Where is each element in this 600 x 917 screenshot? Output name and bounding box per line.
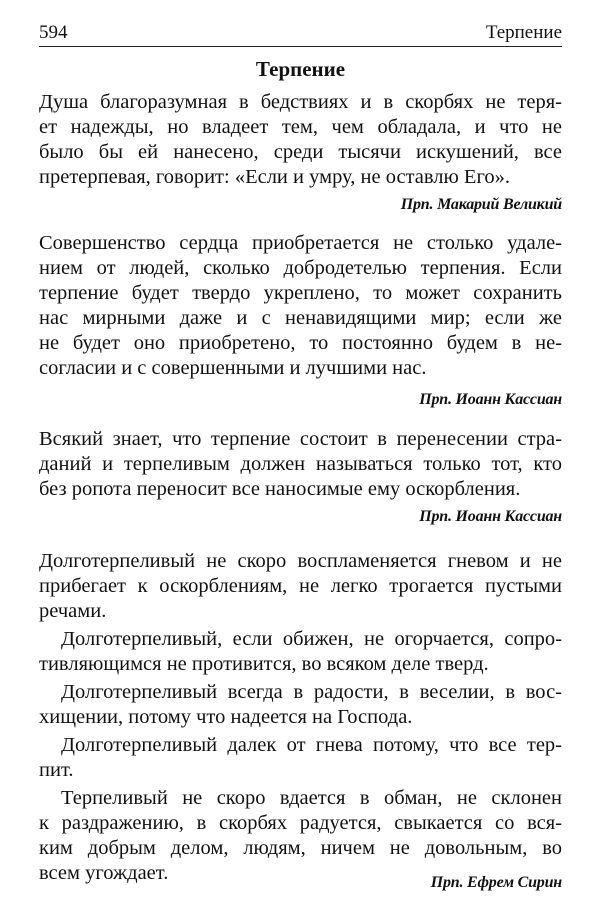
text-line: тивляющимся не противится, во всяком деле тверд.: [39, 653, 489, 675]
text-line: Долготерпеливый, если обижен, не огорчается, сопро-: [61, 628, 562, 650]
text-line: хищении, потому что надеется на Господа.: [39, 706, 413, 728]
quote-block: [39, 549, 562, 894]
quote-attribution: Прп. Иоанн Кассиан: [419, 508, 562, 525]
text-line: Долготерпеливый далек от гнева потому, что все тер-: [61, 734, 562, 756]
quote-attribution: Прп. Макарий Великий: [400, 196, 562, 213]
text-line: Долготерпеливый всегда в радости, в веселии, в вос-: [61, 681, 562, 703]
text-line: ким добрым делом, людям, ничем не довольным, во: [39, 837, 562, 859]
text-line: Терпеливый не скоро вдается в обман, не склонен: [61, 787, 562, 809]
text-line: нас мирными даже и с ненавидящими мир; если же: [39, 307, 562, 329]
running-title: Терпение: [485, 22, 562, 43]
quote-text: [39, 90, 562, 190]
quote-block: [39, 90, 562, 216]
text-line: претерпевая, говорит: «Если и умру, не оставлю Его».: [39, 166, 510, 188]
text-line: ет надежды, но владеет тем, чем обладала, и что не: [39, 116, 562, 138]
quote-paragraph: [39, 549, 562, 624]
running-header: [39, 22, 562, 47]
text-line: к раздражению, в скорбях радуется, свыкается со вся-: [39, 812, 562, 834]
quote-attribution: Прп. Иоанн Кассиан: [419, 391, 562, 408]
text-line: речами.: [39, 600, 107, 622]
quote-paragraph: [39, 733, 562, 783]
chapter-title: Терпение: [255, 57, 346, 81]
quote-paragraph: [39, 680, 562, 730]
text-line: всем угождает.: [39, 862, 169, 884]
quote-text: [39, 231, 562, 381]
text-line: согласии и с совершенными и лучшими нас.: [39, 357, 427, 379]
text-line: без ропота переносит все наносимые ему оскорбления.: [39, 478, 521, 500]
text-line: Душа благоразумная в бедствиях и в скорбях не теря-: [39, 91, 562, 113]
text-line: пит.: [39, 759, 74, 781]
text-line: даний и терпеливым должен называться только тот, кто: [39, 453, 562, 475]
text-line: прибегает к оскорблениям, не легко трогается пустыми: [39, 575, 562, 597]
quote-block: [39, 427, 562, 528]
quote-text: [39, 427, 562, 502]
text-line: не будет оно приобретено, то постоянно будем в не-: [39, 332, 562, 354]
quote-paragraph: [39, 786, 562, 886]
quote-paragraph: [39, 627, 562, 677]
text-line: терпение будет твердо укреплено, то может сохранить: [39, 282, 562, 304]
text-line: Совершенство сердца приобретается не столько удале-: [39, 232, 562, 254]
quote-block: [39, 231, 562, 411]
text-line: было бы ей нанесено, среди тысячи искушений, все: [39, 141, 562, 163]
page-number: 594: [39, 22, 68, 43]
text-line: Всякий знает, что терпение состоит в перенесении стра-: [39, 428, 562, 450]
text-line: Долготерпеливый не скоро воспламеняется гневом и не: [39, 550, 562, 572]
quote-attribution: Прп. Ефрем Сирин: [430, 874, 562, 891]
text-line: нием от людей, сколько добродетелью терпения. Если: [39, 257, 562, 279]
